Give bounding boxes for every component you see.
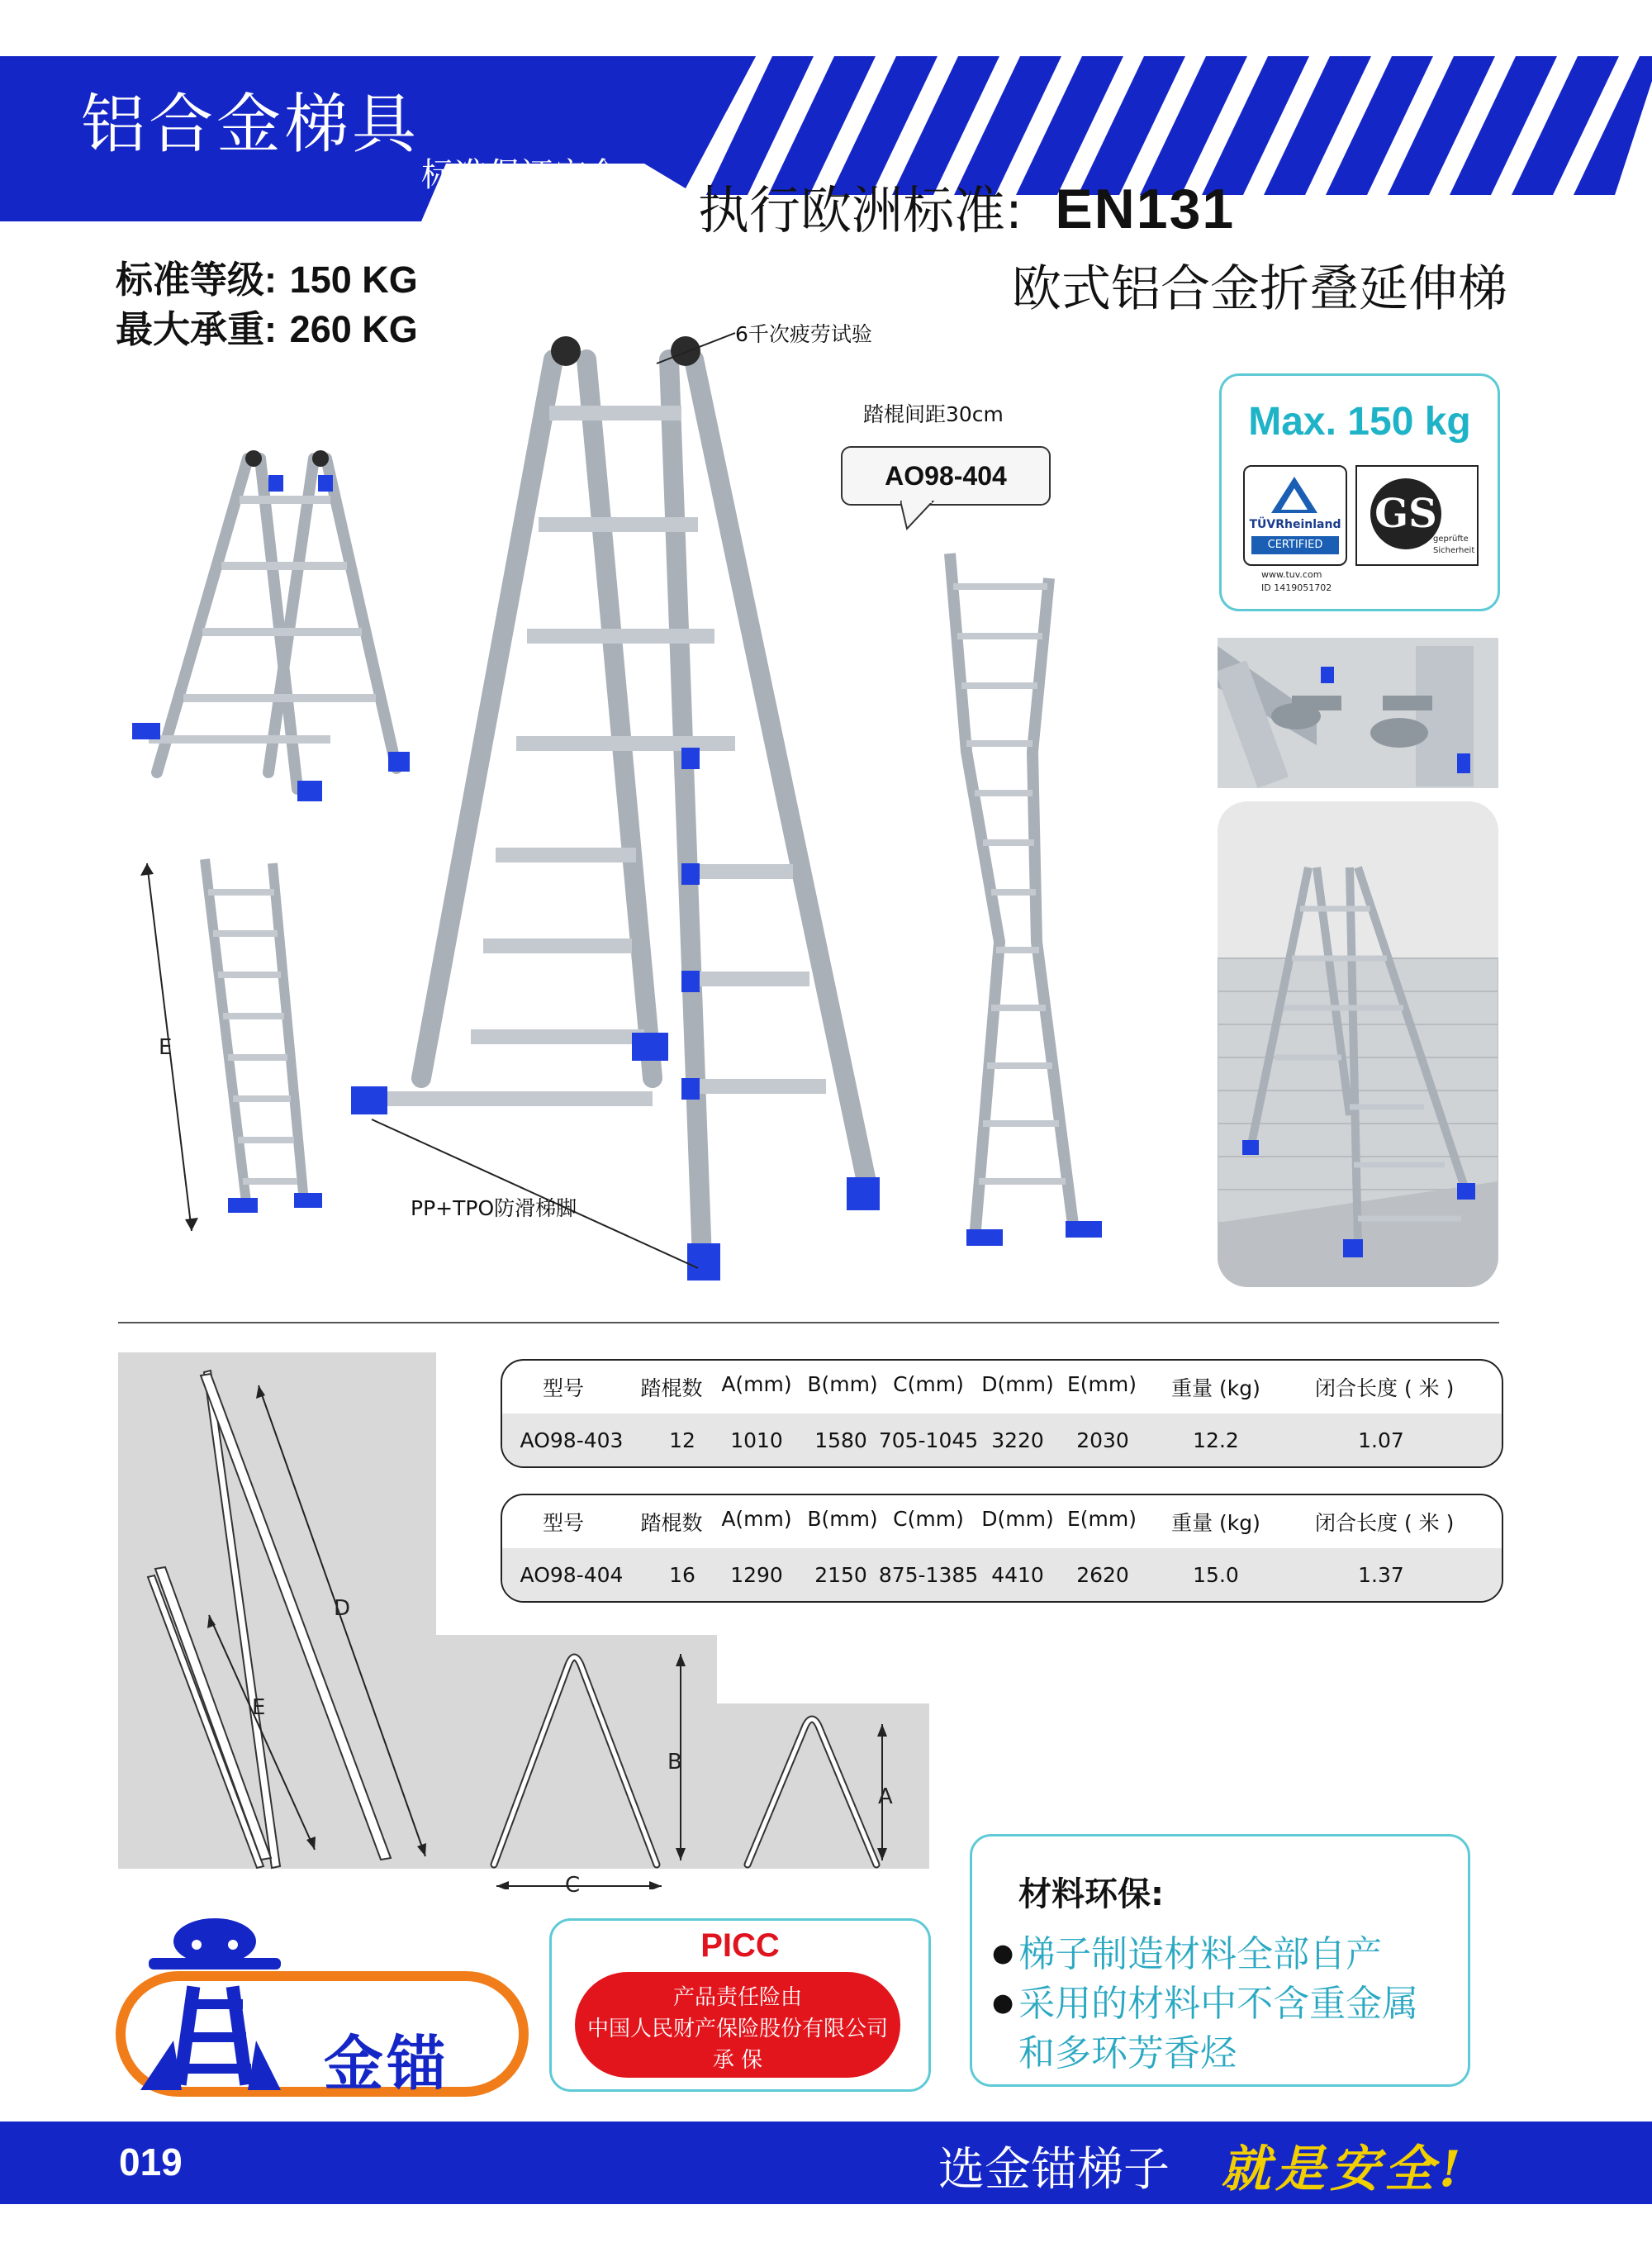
max-load-label: Max. 150 kg [1248, 400, 1471, 444]
spec-value: 150 KG [289, 259, 418, 301]
bullet-icon: ● [992, 1989, 1014, 2017]
picc-line-3: 承 保 [712, 2048, 763, 2073]
col-a: A(mm) [721, 1372, 792, 1396]
picc-line-1: 产品责任险由 [672, 1985, 802, 2010]
footer-slogan-emphasis: 就是安全! [1221, 2141, 1466, 2198]
cell-e: 2030 [1076, 1428, 1129, 1452]
section-divider [118, 1322, 1499, 1323]
picc-oval [575, 1972, 900, 2078]
dim-label-d: D [334, 1596, 351, 1621]
cell-a: 1010 [730, 1428, 783, 1452]
cell-model: AO98-403 [520, 1428, 624, 1452]
col-model: 型号 [542, 1511, 584, 1535]
cell-a: 1290 [730, 1563, 783, 1587]
standard-value: EN131 [1055, 178, 1236, 240]
table-header [502, 1361, 1502, 1409]
cell-rungs: 12 [669, 1428, 695, 1452]
col-b: B(mm) [807, 1372, 878, 1396]
spec-table-ao98-404 [501, 1494, 1503, 1603]
cell-d: 4410 [991, 1563, 1044, 1587]
brand-logo [116, 1917, 529, 2098]
gs-note-1: geprüfte [1433, 535, 1469, 544]
standard-line [698, 169, 1235, 243]
cell-weight: 15.0 [1193, 1563, 1239, 1587]
gs-mark: GS [1370, 478, 1441, 549]
col-c: C(mm) [893, 1372, 964, 1396]
hinge-detail-image [1218, 638, 1498, 788]
col-rungs: 踏棍数 [640, 1376, 703, 1400]
cell-weight: 12.2 [1193, 1428, 1239, 1452]
picc-insurance-box [549, 1918, 931, 2092]
cell-c: 875-1385 [878, 1563, 979, 1587]
page-number: 019 [119, 2141, 183, 2183]
materials-title: 材料环保: [1018, 1875, 1164, 1913]
cell-model: AO98-404 [520, 1563, 624, 1587]
col-e: E(mm) [1066, 1372, 1137, 1396]
certification-box [1219, 373, 1500, 611]
model-bubble: AO98-404 [841, 446, 1051, 506]
spec-standard-grade [116, 249, 418, 303]
spec-label: 最大承重: [116, 308, 277, 350]
tuv-url: www.tuv.com [1261, 569, 1322, 580]
tuv-logo [1243, 465, 1347, 566]
col-weight: 重量 (kg) [1171, 1376, 1260, 1400]
cell-closed-length: 1.07 [1358, 1428, 1404, 1452]
cell-closed-length: 1.37 [1358, 1563, 1404, 1587]
rung-spacing-callout: 踏棍间距30cm [863, 402, 1004, 426]
col-d: D(mm) [981, 1507, 1054, 1531]
col-model: 型号 [542, 1376, 584, 1400]
dim-label-a: A [878, 1784, 893, 1809]
materials-item-text: 采用的材料中不含重金属 [1018, 1983, 1419, 2025]
dim-label-e: E [252, 1695, 266, 1720]
materials-box [970, 1834, 1470, 2087]
dim-label-c: C [565, 1873, 581, 1898]
materials-item [992, 1924, 1382, 1977]
col-c: C(mm) [893, 1507, 964, 1531]
ladder-extended-image [942, 545, 1156, 1256]
spec-label: 标准等级: [116, 259, 277, 301]
gs-note-2: Sicherheit [1433, 546, 1475, 555]
dim-label-b: B [667, 1750, 682, 1775]
cell-b: 2150 [814, 1563, 867, 1587]
col-closed-length: 闭合长度 ( 米 ) [1315, 1376, 1455, 1400]
footer-slogan: 选金锚梯子 [938, 2143, 1170, 2197]
table-header [502, 1495, 1502, 1543]
table-row [502, 1414, 1502, 1466]
tuv-name: TÜVRheinland [1249, 518, 1341, 531]
gs-logo [1355, 465, 1479, 566]
cell-c: 705-1045 [878, 1428, 979, 1452]
fatigue-callout-line [653, 326, 743, 368]
cell-d: 3220 [991, 1428, 1044, 1452]
picc-title: PICC [700, 1927, 780, 1964]
col-b: B(mm) [807, 1507, 878, 1531]
materials-item-text: 梯子制造材料全部自产 [1018, 1933, 1383, 1975]
tuv-certified: CERTIFIED [1251, 536, 1339, 554]
picc-line-2: 中国人民财产保险股份有限公司 [586, 2017, 888, 2041]
table-row [502, 1548, 1502, 1601]
page-subtitle: 标准保证安全 [421, 156, 620, 194]
feet-callout: PP+TPO防滑梯脚 [411, 1196, 577, 1220]
folded-height-label: E [159, 1035, 173, 1060]
col-rungs: 踏棍数 [640, 1511, 703, 1535]
materials-item [992, 1974, 1418, 2027]
col-closed-length: 闭合长度 ( 米 ) [1315, 1511, 1455, 1535]
bullet-icon: ● [992, 1939, 1014, 1968]
spec-value: 260 KG [289, 308, 418, 350]
col-d: D(mm) [981, 1372, 1054, 1396]
col-weight: 重量 (kg) [1171, 1511, 1260, 1535]
page-title: 铝合金梯具 [81, 88, 420, 162]
spec-table-ao98-403 [501, 1359, 1503, 1468]
tuv-triangle-icon [1270, 475, 1319, 515]
col-a: A(mm) [721, 1507, 792, 1531]
fatigue-test-callout: 6千次疲劳试验 [735, 322, 872, 346]
cell-b: 1580 [814, 1428, 867, 1452]
bubble-tail [900, 501, 942, 532]
materials-continuation: 和多环芳香烃 [1018, 2032, 1237, 2074]
stairs-ladder-image [1218, 801, 1498, 1287]
product-name: 欧式铝合金折叠延伸梯 [1012, 260, 1507, 318]
tuv-id: ID 1419051702 [1261, 582, 1332, 593]
cell-rungs: 16 [669, 1563, 695, 1587]
col-e: E(mm) [1066, 1507, 1137, 1531]
standard-label: 执行欧洲标准: [698, 180, 1023, 240]
cell-e: 2620 [1076, 1563, 1129, 1587]
brand-name: 金锚 [324, 2029, 450, 2098]
